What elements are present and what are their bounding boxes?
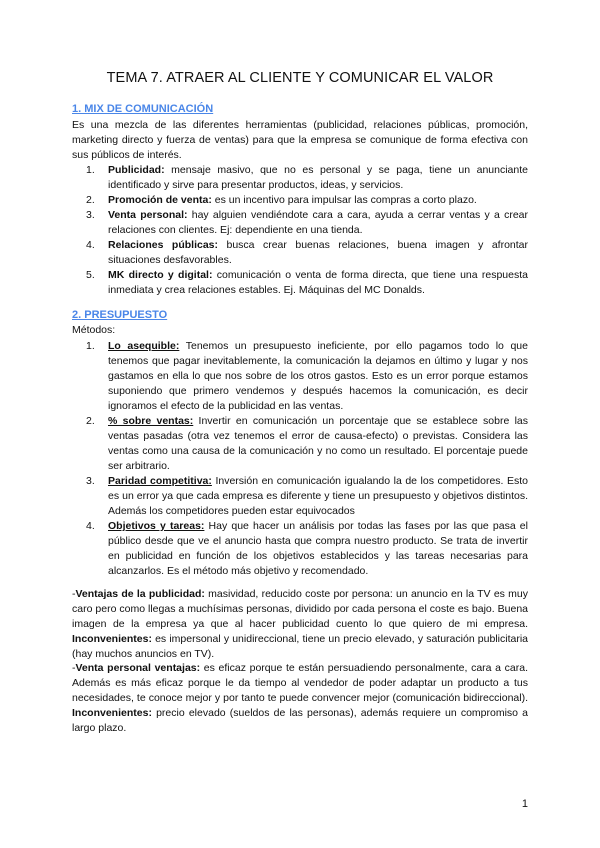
page-number: 1	[521, 798, 528, 810]
list-item: 2. % sobre ventas: Invertir en comunicación un porcentaje que se establece sobre las ventas pasadas (otra vez tenemos el error de causa-efecto) o previstas. Considera las ventas como una causa de la comunicación y no como un resultado. El porcentaje puede ser arbitrario.	[86, 415, 528, 472]
personal-selling-pros-cons-paragraph: -Venta personal ventajas: es eficaz porque te están persuadiendo personalmente, cara a cara. Además es más eficaz porque le da tiempo al vendedor de poder adaptar un producto a tus necesidades, te conoce mejor y por tanto te puede convencer mejor (comunicación bidireccional). Inconvenientes: precio elevado (sueldos de las personas), además requiere un compromiso a largo plazo.	[72, 662, 528, 734]
list-item: 3. Venta personal: hay alguien vendiéndote cara a cara, ayuda a cerrar ventas y a crear relaciones con clientes. Ej: dependiente en una tienda.	[86, 209, 528, 236]
advertising-pros-cons-paragraph: -Ventajas de la publicidad: masividad, reducido coste por persona: un anuncio en la TV es muy caro pero como llegas a muchísimas personas, dividido por cada persona el coste es bajo. Buena imagen de la empresa ya que al hacer publicidad cuento lo que quiero de mi empresa. Inconvenientes: es impersonal y unidireccional, tiene un precio elevado, y saturación publicitaria (hay muchos anuncios en TV).	[72, 588, 528, 660]
list-item: 1. Lo asequible: Tenemos un presupuesto ineficiente, por ello pagamos todo lo que tenemos que pagar inevitablemente, la comunicación la dejamos en último y lugar y nos gastamos en ella lo que nos sobre de los otros gastos. Esto es un error porque estamos suponiendo que primero vendemos y después hacemos la comunicación, es decir ignoramos el efecto de la publicidad en las ventas.	[86, 340, 528, 412]
mix-list	[86, 163, 529, 298]
section-mix-intro: Es una mezcla de las diferentes herramientas (publicidad, relaciones públicas, promoción, marketing directo y fuerza de ventas) para que la empresa se comunique de forma efectiva con sus públicos de interés.	[72, 119, 528, 161]
document-title: TEMA 7. ATRAER AL CLIENTE Y COMUNICAR EL VALOR	[106, 70, 494, 86]
section-heading-mix: 1. MIX DE COMUNICACIÓN	[72, 103, 214, 115]
list-item: 5. MK directo y digital: comunicación o venta de forma directa, que tiene una respuesta inmediata y crea relaciones estables. Ej. Máquinas del MC Donalds.	[86, 269, 528, 296]
list-item: 3. Paridad competitiva: Inversión en comunicación igualando la de los competidores. Esto es un error ya que cada empresa es diferente y tiene un presupuesto y objetivos distintos. Además los competidores pueden estar equivocados	[86, 475, 529, 517]
budget-methods-list	[86, 339, 529, 579]
list-item: 1. Publicidad: mensaje masivo, que no es personal y se paga, tiene un anunciante identificado y sirve para presentar productos, ideas, y servicios.	[86, 164, 528, 191]
list-item: 2. Promoción de venta: es un incentivo para impulsar las compras a corto plazo.	[86, 194, 477, 206]
methods-label: Métodos:	[72, 324, 116, 336]
section-heading-presupuesto: 2. PRESUPUESTO	[72, 309, 168, 321]
list-item: 4. Objetivos y tareas: Hay que hacer un análisis por todas las fases por las que pasa el público desde que ve el anuncio hasta que compra nuestro producto. Se trata de invertir en publicidad en función de los objetivos establecidos y las tareas necesarias para alcanzarlos. Es el método más objetivo y recomendado.	[86, 520, 528, 577]
list-item: 4. Relaciones públicas: busca crear buenas relaciones, buena imagen y afrontar situaciones desfavorables.	[86, 239, 529, 266]
